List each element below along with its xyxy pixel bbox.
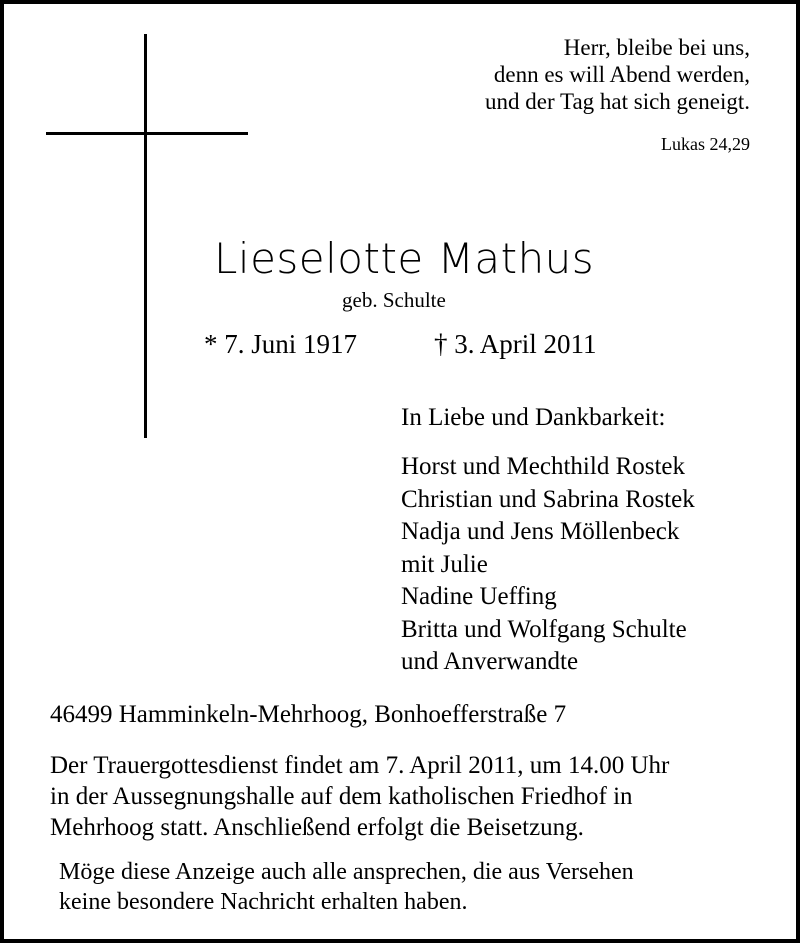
notice-line: Möge diese Anzeige auch alle ansprechen, die aus Versehen	[59, 859, 634, 885]
list-item: mit Julie	[401, 550, 488, 578]
service-line: Mehrhoog statt. Anschließend erfolgt die Beisetzung.	[50, 814, 584, 841]
birth-date: * 7. Juni 1917	[204, 329, 358, 359]
notice-line: keine besondere Nachricht erhalten haben.	[59, 889, 468, 915]
quote-line: denn es will Abend werden,	[493, 62, 750, 87]
service-line: Der Trauergottesdienst findet am 7. April 2011, um 14.00 Uhr	[50, 752, 670, 779]
notice-text	[59, 857, 634, 917]
quote-source: Lukas 24,29	[661, 134, 750, 154]
address: 46499 Hamminkeln-Mehrhoog, Bonhoefferstraße 7	[50, 701, 567, 728]
list-item: Britta und Wolfgang Schulte	[401, 615, 687, 643]
mourners-list	[401, 451, 695, 679]
list-item: Christian und Sabrina Rostek	[401, 485, 695, 513]
cross-icon-vertical-bar	[144, 34, 147, 438]
list-item: Nadja und Jens Möllenbeck	[401, 518, 680, 545]
quote-line: Herr, bleibe bei uns,	[563, 35, 750, 60]
maiden-name: geb. Schulte	[342, 288, 446, 312]
list-item: und Anverwandte	[401, 648, 579, 675]
service-line: in der Aussegnungshalle auf dem katholischen Friedhof in	[50, 783, 633, 810]
cross-icon-horizontal-bar	[46, 132, 248, 135]
death-date: † 3. April 2011	[434, 329, 597, 359]
mourners-intro: In Liebe und Dankbarkeit:	[401, 404, 666, 431]
service-info	[50, 750, 669, 843]
deceased-name: Lieselotte Mathus	[214, 234, 595, 283]
list-item: Horst und Mechthild Rostek	[401, 453, 686, 480]
list-item: Nadine Ueffing	[401, 583, 557, 610]
quote-line: und der Tag hat sich geneigt.	[485, 89, 750, 114]
bible-quote	[485, 34, 750, 115]
